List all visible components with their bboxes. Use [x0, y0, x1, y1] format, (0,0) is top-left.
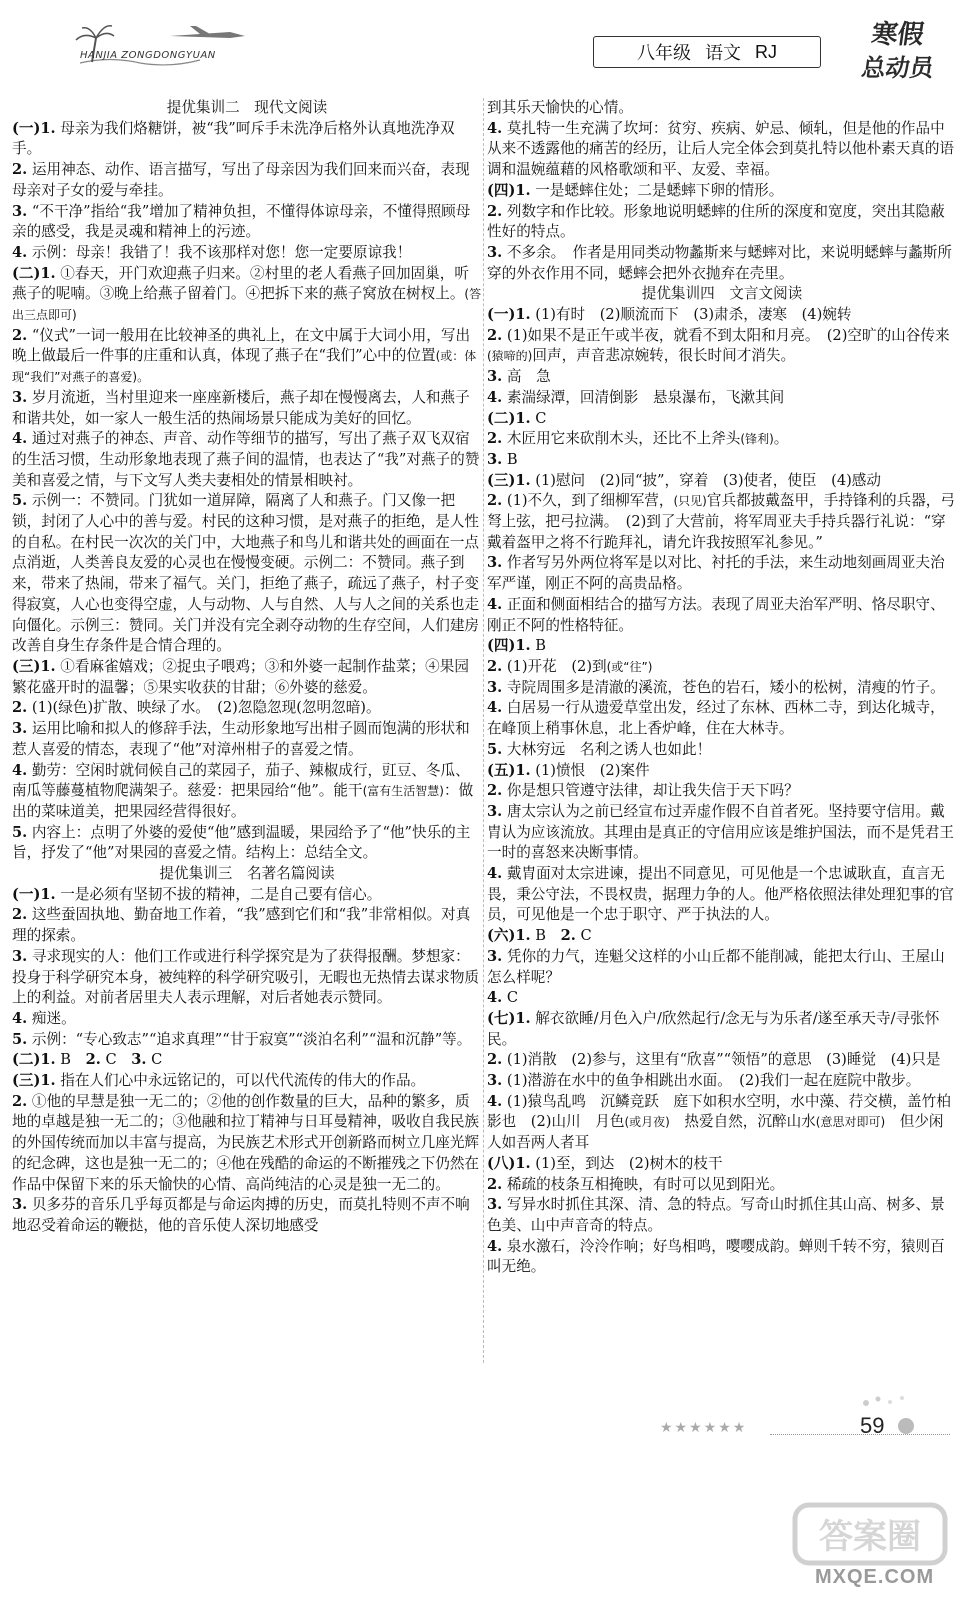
- answer-item: [12, 119, 482, 160]
- column-divider: [483, 98, 484, 1363]
- answer-item: [487, 657, 957, 678]
- answer-item: [12, 429, 482, 491]
- answer-text: 凭你的力气，连魁父这样的小山丘都不能削减，能把太行山、王屋山怎么样呢？: [487, 947, 945, 986]
- answer-text: ①他的早慧是独一无二的；②他的创作数量的巨大，品种的繁多，质地的卓越是独一无二的；③他融和拉丁精神与日耳曼精神，吸收自我民族的外国传统而加以丰富与提高，为民族艺术形式开创新路而树立几座光辉的纪念碑，这也是独一无二的；④他在残酷的命运的不断摧残之下仍然在作品中保留下来的乐天愉快的心情、高尚纯洁的心灵是独一无二的。: [12, 1092, 480, 1193]
- answer-text: (1)如果不是正午或半夜，就看不到太阳和月亮。 (2)空旷的山谷传来: [502, 326, 950, 344]
- answer-item: [487, 388, 957, 409]
- answer-text: (1)至，到达 (2)树木的枝干: [530, 1154, 723, 1172]
- answer-note: (富有生活智慧): [362, 784, 444, 799]
- answer-lead: 3.: [12, 388, 28, 406]
- answer-item: [487, 98, 957, 119]
- answer-lead: 3.: [12, 720, 28, 738]
- answer-text: C: [575, 927, 592, 945]
- answer-note: (只见): [673, 494, 707, 509]
- answer-text: ①看麻雀嬉戏；②捉虫子喂鸡；③和外婆一起制作盐菜；④果园繁花盛开时的温馨；⑤果实收获的甘甜；⑥外婆的慈爱。: [12, 657, 469, 696]
- answer-lead: 4.: [12, 761, 28, 779]
- answer-lead: 3.: [487, 243, 503, 261]
- answer-text: 运用神态、动作、语言描写，写出了母亲因为我们回来而兴奋，表现母亲对子女的爱与牵挂。: [12, 161, 470, 199]
- answer-note: (或“往”): [606, 659, 653, 674]
- page-header: [0, 0, 977, 95]
- answer-note: (或月夜): [624, 1115, 670, 1130]
- answer-lead: 4.: [487, 1092, 503, 1110]
- answer-item: [487, 1009, 957, 1050]
- answer-text: (1)开花 (2)到: [502, 657, 607, 675]
- answer-item: [487, 1175, 957, 1196]
- answer-text: 一是必须有坚韧不拔的精神，二是自己要有信心。: [55, 885, 382, 903]
- answer-item: [487, 1050, 957, 1071]
- answer-text: 母亲为我们烙糖饼，被“我”呵斥手未洗净后格外认真地洗净双手。: [12, 119, 455, 158]
- answer-item: [487, 781, 957, 802]
- answer-column-left: [12, 98, 482, 1237]
- answer-text: C: [502, 989, 519, 1007]
- answer-item: [487, 1092, 957, 1154]
- answer-item: [12, 388, 482, 429]
- answer-lead: 3.: [487, 450, 503, 468]
- answer-lead: 4.: [12, 430, 28, 448]
- answer-item: [12, 823, 482, 864]
- answer-item: [487, 450, 957, 471]
- answer-text: 指在人们心中永远铭记的，可以代代流传的伟大的作品。: [55, 1072, 426, 1090]
- answer-lead: 4.: [487, 865, 503, 883]
- answer-item: [12, 1009, 482, 1030]
- answer-lead: 2.: [487, 1051, 503, 1069]
- answer-text: 你是想只管遵守法律，却让我失信于天下吗？: [502, 782, 799, 800]
- answer-item: [487, 926, 957, 947]
- answer-lead: 2.: [85, 1051, 101, 1069]
- answer-note: (答出三点即可): [12, 287, 482, 323]
- answer-lead: 2.: [12, 1092, 28, 1110]
- answer-lead: 3.: [12, 202, 28, 220]
- answer-text: C: [146, 1051, 163, 1069]
- answer-text: (1)消散 (2)参与，这里有“欣喜”“领悟”的意思 (3)睡觉 (4)只是: [502, 1051, 941, 1069]
- answer-text: C: [530, 409, 547, 427]
- svg-text:答案圈: 答案圈: [819, 1517, 921, 1557]
- answer-lead: (三)1.: [487, 471, 531, 489]
- answer-text: 解衣欲睡/月色入户/欣然起行/念无与为乐者/遂至承天寺/寻张怀民。: [487, 1009, 940, 1048]
- brand-line2: 总动员: [859, 53, 936, 82]
- answer-text: 内容上：点明了外婆的爱使“他”感到温暖，果园给予了“他”快乐的主旨，抒发了“他”对果园的喜爱之情。结构上：总结全文。: [12, 823, 471, 862]
- answer-item: [12, 1071, 482, 1092]
- answer-lead: 3.: [487, 1072, 503, 1090]
- page-circle-icon: [898, 1418, 914, 1434]
- answer-item: [487, 202, 957, 243]
- answer-lead: (二)1.: [12, 1051, 56, 1069]
- answer-text: 白居易一行从遗爱草堂出发，经过了东林、西林二寺，到达化城寺，在峰顶上稍事休息，北上香炉峰，住在大林寺。: [487, 699, 945, 738]
- answer-text: 示例：母亲！我错了！我不该那样对您！您一定要原谅我！: [27, 243, 412, 261]
- answer-column-right: [487, 98, 957, 1278]
- answer-lead: 3.: [487, 678, 503, 696]
- answer-item: [487, 429, 957, 450]
- answer-text: (1)慰问 (2)同“披”，穿着 (3)使者，使臣 (4)感动: [530, 471, 881, 489]
- answer-item: [12, 491, 482, 657]
- answer-text: 大林穷远 名利之诱人也如此！: [502, 740, 712, 758]
- answer-lead: 5.: [487, 740, 503, 758]
- section-heading: 提优集训二 现代文阅读: [166, 99, 328, 116]
- answer-tail2: 但少闲人如吾两人者耳: [487, 1113, 944, 1152]
- answer-text: B: [55, 1051, 86, 1069]
- answer-lead: 2.: [487, 782, 503, 800]
- answer-lead: 2.: [560, 927, 576, 945]
- answer-item: [12, 719, 482, 760]
- answer-lead: (三)1.: [12, 657, 56, 675]
- answer-tail: 回声，声音悲凉婉转，很长时间才消失。: [532, 347, 796, 365]
- answer-lead: 4.: [12, 243, 28, 261]
- answer-text: 素湍绿潭，回清倒影 悬泉瀑布，飞漱其间: [502, 388, 785, 406]
- answer-text: 痴迷。: [27, 1009, 76, 1027]
- answer-item: [487, 119, 957, 181]
- answer-text: 岁月流逝，当村里迎来一座座新楼后，燕子却在慢慢离去，人和燕子和谐共处，如一家人一般生活的热闹场景只能成为美好的回忆。: [12, 388, 470, 427]
- answer-text: 勤劳：空闲时就伺候自己的菜园子，茄子、辣椒成行，豇豆、冬瓜、南瓜等藤蔓植物爬满架子。慈爱：把果园给“他”。能干: [12, 761, 470, 800]
- answer-item: [487, 1195, 957, 1236]
- answer-lead: (一)1.: [12, 119, 56, 137]
- answer-lead: 3.: [487, 1196, 503, 1214]
- answer-lead: 4.: [487, 989, 503, 1007]
- answer-item: [487, 947, 957, 988]
- answer-lead: (一)1.: [487, 306, 531, 324]
- answer-text: 寻求现实的人：他们工作或进行科学探究是为了获得报酬。梦想家：投身于科学研究本身，被纯粹的科学研究吸引，无暇也无热情去谋求物质上的利益。对前者居里夫人表示理解，对后者她表示赞同。: [12, 947, 480, 1007]
- answer-lead: (三)1.: [12, 1072, 56, 1090]
- page-number: 59: [860, 1413, 885, 1438]
- decorative-dots-icon: [858, 1393, 918, 1409]
- answer-lead: 4.: [12, 1009, 28, 1027]
- answer-lead: 3.: [487, 554, 503, 572]
- answer-lead: (五)1.: [487, 761, 531, 779]
- answer-text: 正面和侧面相结合的描写方法。表现了周亚夫治军严明、恪尽职守、刚正不阿的性格特征。: [487, 595, 945, 634]
- answer-item: [12, 1195, 482, 1236]
- answer-item: [12, 326, 482, 388]
- answer-lead: (四)1.: [487, 637, 531, 655]
- answer-item: [487, 1154, 957, 1175]
- answer-lead: 2.: [12, 326, 28, 344]
- answer-lead: 4.: [487, 388, 503, 406]
- answer-item: [487, 553, 957, 594]
- answer-lead: (二)1.: [487, 409, 531, 427]
- answer-text: 木匠用它来砍削木头，还比不上斧头: [502, 430, 741, 448]
- answer-item: [487, 678, 957, 699]
- answer-lead: (一)1.: [12, 885, 56, 903]
- answer-text: C: [100, 1051, 132, 1069]
- answer-lead: 3.: [12, 1196, 28, 1214]
- answer-text: 贝多芬的音乐几乎每页都是与命运肉搏的历史，而莫扎特则不声不响地忍受着命运的鞭挞，他的音乐使人深切地感受: [12, 1196, 470, 1234]
- answer-item: [487, 698, 957, 739]
- answer-text: (1)猿鸟乱鸣 沉鳞竞跃 庭下如积水空明，水中藻、荇交横，盖竹柏影也 (2)山川 月色: [487, 1092, 951, 1131]
- answer-text: 到其乐天愉快的心情。: [487, 99, 633, 116]
- answer-text: 列数字和作比较。形象地说明蟋蟀的住所的深度和宽度，突出其隐蔽性好的特点。: [487, 202, 945, 241]
- answer-lead: 5.: [12, 823, 28, 841]
- answer-lead: 2.: [12, 699, 28, 717]
- answer-text: 示例一：不赞同。门犹如一道屏障，隔离了人和燕子。门又像一把锁，封闭了人心中的善与爱。村民的这种习惯，是对燕子的拒绝，是人性的自私。在村民一次次的关门中，大地燕子和鸟儿和谐共处的画面在一点点消逝，人类善良友爱的心灵也在慢慢变硬。示例二：不赞同。燕子到来，带来了热闹，带来了福气。关门，拒绝了燕子，疏远了燕子，村子变得寂寞，人心也变得空虚，人与动物、人与自然、人与人之间的关系也走向僵化。示例三：赞同。关门并没有完全剥夺动物的生存空间，人们建房改善自身生存条件是合情合理的。: [12, 492, 480, 655]
- answer-text: 戴胄面对太宗进谏，提出不同意见，可见他是一个忠诚耿直，直言无畏，秉公守法，不畏权贵，据理力争的人。他严格依照法律处理犯事的官员，可见他是一个忠于职守、严于执法的人。: [487, 865, 955, 924]
- answer-item: [487, 761, 957, 782]
- answer-item: [12, 1092, 482, 1196]
- answer-lead: 2.: [487, 657, 503, 675]
- answer-item: [487, 1071, 957, 1092]
- edition-label: RJ: [755, 41, 777, 62]
- answer-note: (锋利): [740, 432, 774, 447]
- answer-text: 高 急: [502, 368, 551, 386]
- answer-text: 寺院周围多是清澈的溪流，苍色的岩石，矮小的松树，清瘦的竹子。: [502, 678, 945, 696]
- palm-tree-logo-icon: [70, 18, 310, 78]
- answer-text: “不干净”指给“我”增加了精神负担，不懂得体谅母亲，不懂得照顾母亲的感受，我是灵魂和精神上的污迹。: [12, 202, 471, 241]
- answer-text: “仪式”一词一般用在比较神圣的典礼上，在文中属于大词小用，写出晚上做最后一件事的庄重和认真，体现了燕子在“我们”心中的位置: [12, 326, 471, 365]
- answer-item: [12, 657, 482, 698]
- answer-lead: 5.: [12, 1030, 28, 1048]
- answer-item: [487, 409, 957, 430]
- answer-item: [487, 367, 957, 388]
- answer-tail: ：做出的菜味道美，把果园经营得很好。: [12, 782, 474, 820]
- answer-lead: 2.: [487, 492, 503, 510]
- watermark-text: MXQE.COM: [815, 1566, 935, 1588]
- answer-item: [487, 1237, 957, 1278]
- answer-text: ①春天，开门欢迎燕子归来。②村里的老人看燕子回加固巢，听燕子的呢喃。③晚上给燕子留着门。④把拆下来的燕子窝放在树杈上。: [12, 264, 469, 303]
- answer-lead: 4.: [487, 119, 503, 137]
- answer-item: [487, 595, 957, 636]
- answer-item: [12, 243, 482, 264]
- answer-text: (1)不久，到了细柳军营，: [502, 492, 674, 510]
- answer-text: (1)(绿色)扩散、映绿了水。 (2)忽隐忽现(忽明忽暗)。: [27, 699, 381, 717]
- answer-text: 运用比喻和拟人的修辞手法，生动形象地写出柑子圆而饱满的形状和惹人喜爱的情态，表现了“他”对漳州柑子的喜爱之情。: [12, 720, 470, 758]
- brand-logo: [858, 14, 948, 84]
- answer-lead: 3.: [487, 947, 503, 965]
- answer-item: [487, 181, 957, 202]
- answer-tail: 。: [773, 430, 789, 448]
- answer-item: [12, 905, 482, 946]
- answer-item: [12, 761, 482, 823]
- answer-note: (猿啼的): [487, 349, 533, 364]
- answer-text: 作者写另外两位将军是以对比、衬托的手法，来生动地刻画周亚夫治军严谨，刚正不阿的高贵品格。: [487, 554, 945, 593]
- answer-item: [487, 243, 957, 284]
- grade-label: 八年级: [637, 43, 691, 64]
- answer-lead: 3.: [12, 947, 28, 965]
- answer-item: [487, 636, 957, 657]
- answer-item: [12, 1030, 482, 1051]
- answer-item: [487, 988, 957, 1009]
- answer-item: [12, 1050, 482, 1071]
- answer-lead: 2.: [12, 161, 28, 179]
- answer-lead: 2.: [487, 430, 503, 448]
- answer-lead: 3.: [131, 1051, 147, 1069]
- answer-item: [487, 471, 957, 492]
- answer-text: 这些蚕固执地、勤奋地工作着，“我”感到它们和“我”非常相似。对真理的探索。: [12, 906, 471, 945]
- answer-text: 唐太宗认为之前已经宣布过弄虚作假不自首者死。坚持要守信用。戴胄认为应该流放。其理由是真正的守信用应该是维护国法，而不是凭君王一时的喜怒来决断事情。: [487, 802, 955, 862]
- answer-item: [12, 885, 482, 906]
- answer-lead: 3.: [487, 802, 503, 820]
- answer-lead: (二)1.: [12, 264, 56, 282]
- answer-text: B: [530, 637, 547, 655]
- answer-text: (1)愤恨 (2)案件: [530, 761, 650, 779]
- answer-item: [487, 740, 957, 761]
- answer-lead: 2.: [487, 326, 503, 344]
- answer-item: [487, 864, 957, 926]
- section-heading: 提优集训三 名著名篇阅读: [159, 865, 335, 883]
- answer-item: [12, 202, 482, 243]
- answer-note2: (意思对即可): [815, 1115, 886, 1130]
- answer-lead: (四)1.: [487, 181, 531, 199]
- answer-text: 稀疏的枝条互相掩映，有时可以见到阳光。: [502, 1175, 785, 1193]
- answer-text: B: [502, 450, 518, 468]
- answer-text: 泉水激石，泠泠作响；好鸟相鸣，嘤嘤成韵。蝉则千转不穷，猿则百叫无绝。: [487, 1237, 945, 1276]
- answer-lead: 2.: [12, 906, 28, 924]
- answer-lead: 3.: [487, 368, 503, 386]
- answer-lead: 4.: [487, 595, 503, 613]
- answer-item: [12, 947, 482, 1009]
- answer-tail: 官兵都披戴盔甲，手持锋利的兵器，弓弩上弦，把弓拉满。 (2)到了大营前，将军周亚夫手持兵器行礼说：“穿戴着盔甲之将不行跪拜礼，请允许我按照军礼参见。”: [487, 492, 955, 551]
- grade-subject-box: [593, 36, 821, 68]
- answer-lead: 4.: [487, 699, 503, 717]
- answer-text: 示例：“专心致志”“追求真理”“甘于寂寞”“淡泊名利”“温和沉静”等。: [27, 1030, 472, 1048]
- answer-lead: 2.: [487, 1175, 503, 1193]
- answer-text: 一是蟋蟀住处；二是蟋蟀下卵的情形。: [530, 181, 784, 199]
- answer-text: (1)潜游在水中的鱼争相跳出水面。 (2)我们一起在庭院中散步。: [502, 1072, 921, 1090]
- answer-lead: (七)1.: [487, 1009, 531, 1027]
- answer-item: [12, 698, 482, 719]
- logo-text: HANJIA ZONGDONGYUAN: [80, 50, 216, 61]
- answer-item: [12, 264, 482, 326]
- answer-lead: 5.: [12, 492, 28, 510]
- answer-note: (或：体现“我们”对燕子的喜爱)。: [12, 349, 477, 385]
- answer-lead: (六)1.: [487, 927, 531, 945]
- brand-line1: 寒假: [869, 20, 926, 50]
- answer-lead: 2.: [487, 202, 503, 220]
- answer-item: [12, 160, 482, 201]
- answer-text: 写异水时抓住其深、清、急的特点。写奇山时抓住其山高、树多、景色美、山中声音奇的特点。: [487, 1196, 945, 1234]
- answer-text: B: [530, 927, 561, 945]
- answer-text: 不多余。 作者是用同类动物蠡斯来与蟋蟀对比，来说明蟋蟀与蠡斯所穿的外衣作用不同，蟋蟀会把外衣抛弃在壳里。: [487, 243, 952, 282]
- answer-lead: (八)1.: [487, 1154, 531, 1172]
- answer-text: 通过对燕子的神态、声音、动作等细节的描写，写出了燕子双飞双宿的生活习惯，生动形象地表现了燕子间的温情，也表达了“我”对燕子的赞美和喜爱之情，与下文写人类夫妻相处的情景相映衬。: [12, 430, 480, 489]
- footer-stars-icon: ★★★★★★: [660, 1420, 748, 1436]
- answer-item: [487, 326, 957, 367]
- answer-item: [487, 491, 957, 553]
- answer-lead: 4.: [487, 1237, 503, 1255]
- answer-item: [487, 305, 957, 326]
- answer-item: [487, 802, 957, 864]
- subject-label: 语文: [705, 43, 741, 64]
- answer-text: 莫扎特一生充满了坎坷：贫穷、疾病、妒忌、倾轧，但是他的作品中从来不透露他的痛苦的经历，让后人完全体会到莫扎特以他朴素天真的语调和温婉蕴藉的风格歌颂和平、友爱、幸福。: [487, 119, 955, 179]
- section-heading: 提优集训四 文言文阅读: [641, 285, 803, 303]
- answer-text: (1)有时 (2)顺流而下 (3)肃杀，凄寒 (4)婉转: [530, 306, 852, 324]
- answer-tail: 热爱自然，沉醉山水: [669, 1113, 816, 1131]
